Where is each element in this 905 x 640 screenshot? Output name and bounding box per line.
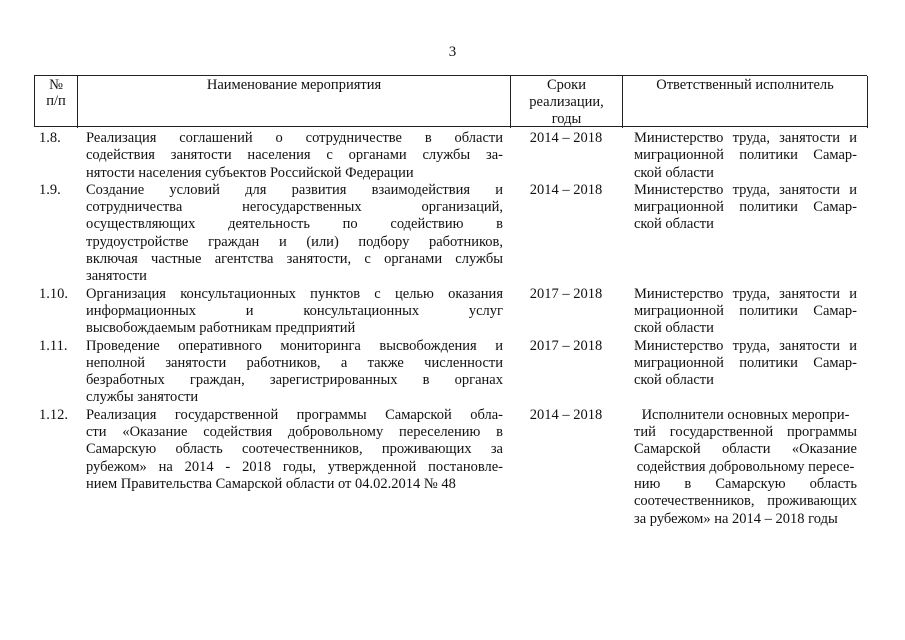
measure-name-line: включая частные агентства занятости, с органами службы (86, 251, 503, 268)
table-row (34, 286, 867, 338)
row-term: 2014 – 2018 (529, 181, 603, 198)
row-term: 2014 – 2018 (529, 406, 603, 423)
measure-name-line: информационных и консультационных услуг (86, 302, 503, 319)
table-header (34, 75, 867, 127)
executor-line: миграционной политики Самар- (634, 199, 857, 216)
row-term: 2014 – 2018 (529, 130, 603, 146)
measure-name-line: рубежом» на 2014 - 2018 годы, утвержденной постановле- (86, 458, 503, 475)
header-number-line: п/п (46, 93, 66, 109)
row-executor (622, 130, 867, 182)
table-body (34, 127, 867, 528)
row-number: 1.9. (39, 181, 61, 198)
measure-name-line: Реализация государственной программы Самарской обла- (86, 406, 503, 423)
row-executor (622, 286, 867, 338)
header-executor: Ответственный исполнитель (623, 76, 868, 128)
executor-line: Министерство труда, занятости и (634, 181, 857, 198)
measure-name-line: нием Правительства Самарской области от 04.02.2014 № 48 (86, 475, 456, 492)
header-term-line: реализации, (529, 94, 604, 110)
measure-name-line: Организация консультационных пунктов с целью оказания (86, 285, 503, 302)
row-measure-name (77, 182, 510, 286)
measure-name-line: службы занятости (86, 389, 199, 406)
measure-name-line: безработных граждан, зарегистрированных в органах (86, 372, 503, 389)
row-number: 1.8. (39, 130, 61, 146)
executor-line: миграционной политики Самар- (634, 354, 857, 371)
measure-name-line: Создание условий для развития взаимодействия и (86, 181, 503, 198)
row-executor (622, 182, 867, 286)
measure-name-line: занятости (86, 268, 147, 285)
row-term: 2017 – 2018 (529, 337, 603, 354)
row-measure-name (77, 338, 510, 407)
measure-name-line: трудоустройстве граждан и (или) подбору работников, (86, 233, 503, 250)
header-number (35, 76, 78, 128)
page-number: 3 (448, 44, 457, 60)
measure-name-line: Проведение оперативного мониторинга высвобождения и (86, 337, 503, 354)
executor-line: содействия добровольному пересе- (636, 458, 855, 475)
executor-line: Министерство труда, занятости и (634, 285, 857, 302)
executor-line: тий государственной программы (634, 424, 857, 441)
executor-line: ской области (634, 320, 714, 337)
row-number: 1.10. (39, 285, 68, 302)
row-measure-name (77, 130, 510, 182)
row-number: 1.12. (39, 406, 68, 423)
executor-line: ской области (634, 372, 714, 389)
executor-line: миграционной политики Самар- (634, 302, 857, 319)
executor-line: ской области (634, 164, 714, 181)
row-measure-name (77, 286, 510, 338)
row-executor (622, 338, 867, 407)
executor-line: за рубежом» на 2014 – 2018 годы (634, 510, 838, 527)
table-row (34, 338, 867, 407)
table-row (34, 182, 867, 286)
measure-name-line: осуществляющих деятельность по содействию в (86, 216, 503, 233)
measure-name-line: неполной занятости работников, а также численности (86, 354, 503, 371)
header-name: Наименование мероприятия (78, 76, 511, 128)
executor-line: Самарской области «Оказание (634, 441, 857, 458)
header-term-line: годы (551, 111, 582, 127)
row-measure-name (77, 407, 510, 528)
table-row (34, 127, 867, 182)
header-term (511, 76, 623, 128)
row-term: 2017 – 2018 (529, 285, 603, 302)
header-term-line: Сроки (547, 77, 586, 93)
measure-name-line: сотрудничества негосударственных организаций, (86, 199, 503, 216)
row-number: 1.11. (39, 337, 68, 354)
executor-line: ской области (634, 216, 714, 233)
executor-line: Министерство труда, занятости и (634, 130, 857, 146)
measure-name-line: сти «Оказание содействия добровольному переселению в (86, 424, 503, 441)
measure-name-line: содействия занятости населения с органами службы за- (86, 147, 503, 164)
table-row (34, 407, 867, 528)
executor-line: Исполнители основных меропри- (641, 406, 850, 423)
measure-name-line: нятости населения субъектов Российской Федерации (86, 164, 414, 181)
executor-line: нию в Самарскую область (634, 475, 857, 492)
header-number-line: № (49, 77, 63, 93)
executor-line: Министерство труда, занятости и (634, 337, 857, 354)
row-executor (622, 407, 867, 528)
measures-table (34, 75, 867, 528)
measure-name-line: Самарскую область соотечественников, проживающих за (86, 441, 503, 458)
executor-line: соотечественников, проживающих (634, 493, 857, 510)
measure-name-line: Реализация соглашений о сотрудничестве в области (86, 130, 503, 146)
measure-name-line: высвобождаемым работникам предприятий (86, 320, 356, 337)
executor-line: миграционной политики Самар- (634, 147, 857, 164)
